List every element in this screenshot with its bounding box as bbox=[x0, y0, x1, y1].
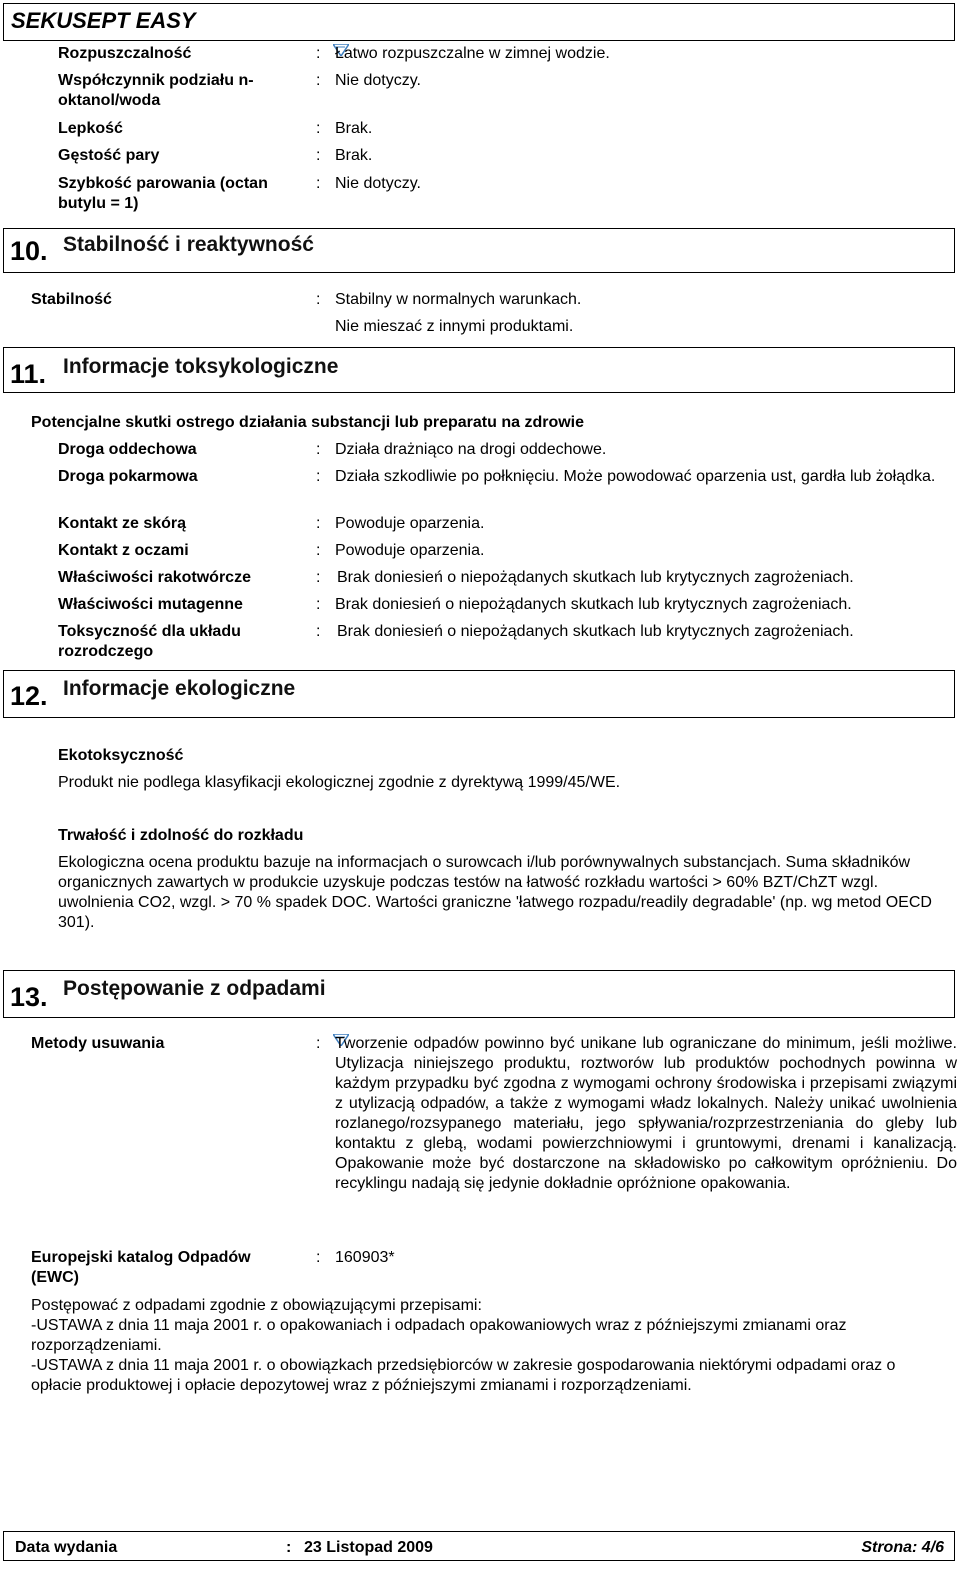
ewc-label: Europejski katalog Odpadów (EWC) bbox=[31, 1249, 251, 1286]
colon: : bbox=[286, 1539, 292, 1556]
colon: : bbox=[316, 120, 321, 137]
colon: : bbox=[316, 542, 321, 559]
eye-contact-label: Kontakt z oczami bbox=[58, 542, 189, 559]
regulations-text: Postępować z odpadami zgodnie z obowiązującymi przepisami: -USTAWA z dnia 11 maja 2001 r. o opakowaniach i odpadach opakowaniowych wraz z późniejszymi zmianami oraz rozporządzeniami. -USTAWA z dnia 11 maja 2001 r. o obowiązkach przedsiębiorców w zakresie gospodarowania niektórymi odpadami oraz o opłacie produktowej i opłacie depozytowej wraz z późniejszymi zmianami i rozporządzeniami. bbox=[31, 1297, 896, 1394]
evaporation-value: Nie dotyczy. bbox=[335, 175, 421, 192]
disposal-methods-text: Tworzenie odpadów powinno być unikane lub ograniczane do minimum, jeśli możliwe. Utylizacja niniejszego produktu, roztworów lub produktów pochodnych powinna w każdym przypadku być zgodna z wymogami ochrony środowiska i przepisami związymi z utylizacją odpadów, a także z wymogami władz lokalnych. Należy unikać uwolnienia rozlanego/rozsypanego materiału, jego spływania/rozprzestrzeniania do gleby lub kontaktu z glebą, wodami powierzchniowymi i gruntowymi, drenami i kanalizacją. Opakowanie może być dostarczone na składowisko po całkowitym opróżnieniu. Do recyklingu nadają się jedynie dokładnie opróżnione opakowania. bbox=[335, 1035, 957, 1192]
document-title: SEKUSEPT EASY bbox=[11, 8, 196, 33]
colon: : bbox=[316, 72, 321, 89]
evaporation-label: Szybkość parowania (octan butylu = 1) bbox=[58, 175, 268, 212]
section-10-title: Stabilność i reaktywność bbox=[63, 233, 314, 256]
ewc-value: 160903* bbox=[335, 1249, 395, 1266]
vapor-density-label: Gęstość pary bbox=[58, 147, 160, 164]
skin-contact-value: Powoduje oparzenia. bbox=[335, 515, 485, 532]
carcinogenicity-label: Właściwości rakotwórcze bbox=[58, 569, 251, 586]
colon: : bbox=[316, 468, 321, 485]
ecotoxicity-text: Produkt nie podlega klasyfikacji ekologicznej zgodnie z dyrektywą 1999/45/WE. bbox=[58, 774, 621, 791]
colon: : bbox=[316, 1249, 321, 1266]
degradability-text: Ekologiczna ocena produktu bazuje na informacjach o surowcach i/lub porównywalnych substancjach. Suma składników organicznych zawartych w produkcie uzyskuje podczas testów na łatwość rozkładu wartości > 60% BZT/ChZT wzgl. uwolnienia CO2, wzgl. > 70 % spadek DOC. Wartości graniczne 'łatwego rozpadu/readily degradable' (np. wg metod OECD 301). bbox=[58, 854, 932, 931]
skin-contact-label: Kontakt ze skórą bbox=[58, 515, 187, 532]
colon: : bbox=[316, 291, 321, 308]
acute-effects-heading: Potencjalne skutki ostrego działania substancji lub preparatu na zdrowie bbox=[31, 414, 585, 431]
eye-contact-value: Powoduje oparzenia. bbox=[335, 542, 485, 559]
mutagenicity-label: Właściwości mutagenne bbox=[58, 596, 243, 613]
colon: : bbox=[316, 175, 321, 192]
section-13-title: Postępowanie z odpadami bbox=[63, 977, 326, 1000]
ecotoxicity-heading: Ekotoksyczność bbox=[58, 747, 184, 764]
section-12-title: Informacje ekologiczne bbox=[63, 677, 296, 700]
partition-label: Współczynnik podziału n-oktanol/woda bbox=[58, 72, 254, 109]
reproductive-toxicity-value: Brak doniesień o niepożądanych skutkach lub krytycznych zagrożeniach. bbox=[337, 623, 854, 640]
disposal-methods-label: Metody usuwania bbox=[31, 1035, 165, 1052]
inhalation-value: Działa drażniąco na drogi oddechowe. bbox=[335, 441, 607, 458]
issue-date-value: 23 Listopad 2009 bbox=[304, 1539, 433, 1556]
section-10-number: 10. bbox=[10, 236, 48, 266]
mutagenicity-value: Brak doniesień o niepożądanych skutkach lub krytycznych zagrożeniach. bbox=[335, 596, 852, 613]
stability-note: Nie mieszać z innymi produktami. bbox=[335, 318, 574, 335]
stability-value: Stabilny w normalnych warunkach. bbox=[335, 291, 582, 308]
carcinogenicity-value: Brak doniesień o niepożądanych skutkach lub krytycznych zagrożeniach. bbox=[337, 569, 854, 586]
degradability-heading: Trwałość i zdolność do rozkładu bbox=[58, 827, 304, 844]
section-11-number: 11. bbox=[10, 359, 47, 389]
reproductive-toxicity-label: Toksyczność dla układu rozrodczego bbox=[58, 623, 241, 660]
solubility-label: Rozpuszczalność bbox=[58, 45, 192, 62]
colon: : bbox=[316, 596, 321, 613]
partition-value: Nie dotyczy. bbox=[335, 72, 421, 89]
colon: : bbox=[316, 1035, 321, 1052]
page-number: Strona: 4/6 bbox=[861, 1539, 944, 1556]
inhalation-label: Droga oddechowa bbox=[58, 441, 197, 458]
section-12-number: 12. bbox=[10, 681, 48, 711]
colon: : bbox=[316, 515, 321, 532]
vapor-density-value: Brak. bbox=[335, 147, 373, 164]
stability-label: Stabilność bbox=[31, 291, 112, 308]
colon: : bbox=[316, 623, 321, 640]
issue-date-label: Data wydania bbox=[15, 1539, 118, 1556]
viscosity-value: Brak. bbox=[335, 120, 373, 137]
ingestion-value: Działa szkodliwie po połknięciu. Może powodować oparzenia ust, gardła lub żołądka. bbox=[335, 468, 936, 485]
colon: : bbox=[316, 441, 321, 458]
colon: : bbox=[316, 147, 321, 164]
colon: : bbox=[316, 569, 321, 586]
footer bbox=[3, 1531, 955, 1561]
section-13-number: 13. bbox=[10, 982, 48, 1012]
ingestion-label: Droga pokarmowa bbox=[58, 468, 198, 485]
viscosity-label: Lepkość bbox=[58, 120, 123, 137]
colon: : bbox=[316, 45, 321, 62]
solubility-value: Łatwo rozpuszczalne w zimnej wodzie. bbox=[335, 45, 610, 62]
section-11-title: Informacje toksykologiczne bbox=[63, 355, 339, 378]
